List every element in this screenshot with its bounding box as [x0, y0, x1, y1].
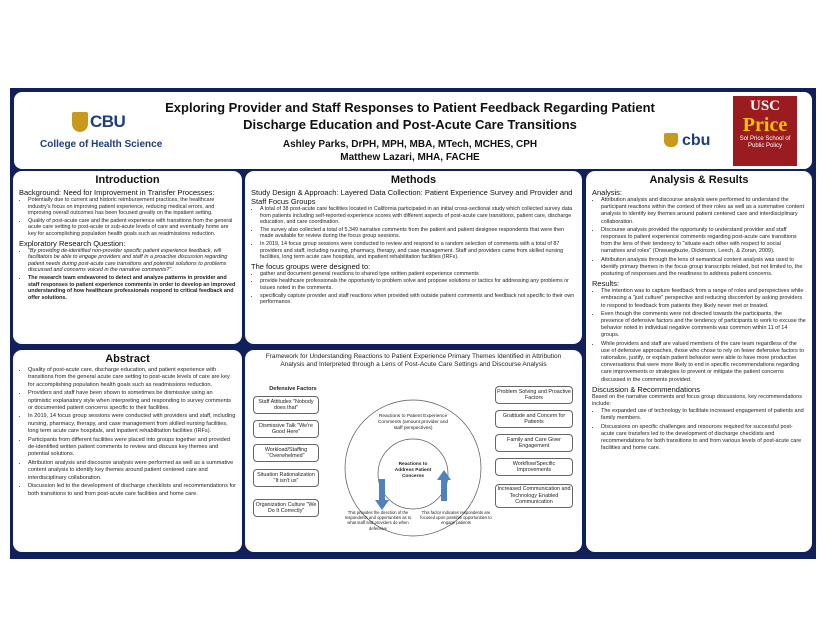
results-item: • While providers and staff are valued members of the care team regardless of the use of defensive approaches, those who chose to rely on fewer defensive factors to rationalize, justify, or explain patient behavior were able to have more productive conversations that were more likely to end in specific recommendations regarding care improvements or strategies to prevent or mitigate the patient concerns discussed in the comments provided. — [601, 341, 806, 384]
background-list — [13, 197, 242, 238]
focus-groups-list — [245, 271, 582, 306]
analysis-item: • Attribution analysis and discourse analysis were performed to understand the participant reactions within the context of their roles as well as a summative content analysis to identify key themes around patient centered care and interdisciplinary collaboration. — [601, 197, 806, 226]
college-name: College of Health Science — [40, 139, 163, 150]
abstract-item: • Providers and staff have been shown to sometimes be dismissive using an optimistic explanatory style when interpreting and responding to survey comments or documented patient concerns specific to their facilities. — [28, 390, 236, 412]
abstract-item: • Quality of post-acute care, discharge education, and patient experience with transitions from the general acute care setting to post-acute levels of care are key for accomplishing population health goals such as readmissions reduction. — [28, 367, 236, 389]
methods-heading: Methods — [390, 174, 437, 186]
research-question-title: Exploratory Research Question: — [19, 238, 126, 248]
analysis-item: • Discourse analysis provided the opportunity to understand provider and staff responses to patient experience comments regarding post-acute care transitions from the lens of their tendency to "situate each other with respect to social narratives and roles" (Onwuegbuzie, Dickinson, Leech, & Zoran, 2009). — [601, 227, 806, 256]
discussion-item: • The expanded use of technology to facilitate increased engagement of patients and family members. — [601, 408, 806, 422]
author-2: Matthew Lazari, MHA, FACHE — [340, 152, 480, 163]
author-1: Ashley Parks, DrPH, MPH, MBA, MTech, MCHES, CPH — [282, 139, 538, 150]
analysis-item: • Attribution analysis through the lens of semantical content analysis was used to identify primary themes in the focus group transcripts related, but not limited to, the posturing of responses and the readiness to address patient concerns. — [601, 257, 806, 279]
center-top-text: Reactions to Patient Experience Comments (amount provider and staff perspectives) — [377, 414, 449, 431]
methods-item: • In 2019, 14 focus group sessions were conducted to review and respond to a random selection of comments with a total of 87 providers and staff, including nursing, pharmacy, therapy, and case management. Staff and providers came from skilled nursing facilities, long term acute care hospitals, and inpatient rehabilitation facilities (IRFs). — [260, 241, 576, 261]
discussion-item: • Discussions on specific challenges and resources required for successful post-acute care transfers led to the development of discharge checklists and recommendations for both transitions to and from various levels of post-acute care facilities and home care. — [601, 424, 806, 453]
left-factor-box: Organization Culture "We Do It Correctly" — [253, 499, 319, 517]
left-factor-box: Staff Attitudes "Nobody does that" — [253, 396, 319, 414]
focus-group-item: • provide healthcare professionals the opportunity to problem solve and propose solutions or tactics for addressing any problems or issues noted in the comments. — [260, 278, 576, 291]
research-question-item: • "By providing de-identified non-provider specific patient experience feedback, will facilitators be able to engage providers and staff in a proactive discussion regarding patient needs during post-acute care transitions and potential solutions to problems discussed and concerns voiced in the narrative comments?". — [28, 248, 236, 274]
results-item: • The intention was to capture feedback from a range of roles and perspectives while embracing a "just culture" perspective and reducing discomfort by asking providers to respond to feedback from patients they likely never met or treated. — [601, 288, 806, 310]
abstract-panel — [13, 350, 242, 552]
framework-title: Framework for Understanding Reactions to Patient Experience Primary Themes Identified in Attribution Analysis and Interpreted through a Lens of Post-Acute Care Settings and Discourse Analysis — [265, 353, 562, 368]
introduction-heading: Introduction — [95, 174, 160, 186]
analysis-results-heading: Analysis & Results — [649, 174, 749, 186]
abstract-heading: Abstract — [105, 353, 150, 365]
right-factor-box: Problem Solving and Proactive Factors — [495, 386, 573, 404]
research-question-item: • The research team endeavored to detect and analyze patterns in provider and staff responses to patient experience comments in order to develop an improved understanding of how healthcare professionals respond to critical feedback and offer solutions. — [28, 275, 236, 301]
background-item: • Quality of post-acute care and the patient experience with transitions from the general acute care setting to post-acute or sub-acute levels of care and eventually home are key for accomplishing population health goals such as readmissions reduction. — [28, 218, 236, 238]
usc-text: USC — [749, 98, 780, 114]
analysis-title: Analysis: — [592, 188, 623, 197]
center-mid-text: Reactions to Address Patient Concerns — [394, 462, 432, 479]
cbu-mark-icon — [664, 133, 678, 147]
abstract-item: • Attribution analysis and discourse analysis were performed as well as a summative content analysis to identify key themes around patient centered care and interdisciplinary collaboration. — [28, 460, 236, 482]
methods-list — [245, 206, 582, 261]
research-question-list — [13, 248, 242, 302]
focus-groups-title: The focus groups were designed to: — [251, 261, 371, 271]
analysis-results-panel — [586, 171, 812, 552]
abstract-item: • In 2019, 14 focus group sessions were conducted with providers and staff, including nursing, pharmacy, therapy, and case management from skilled nursing facilities, long term acute care hospitals, and inpatient rehabilitation facilities (IRFs). — [28, 413, 236, 435]
arrow-right-head-icon — [437, 470, 451, 480]
framework-diagram-panel — [245, 350, 582, 552]
bottom-left-note: This provides the direction of the respondents and opportunities as to what staff and providers do when defensive — [344, 510, 412, 531]
methods-item: • The survey also collected a total of 5,349 narrative comments from the patient and patient designee respondents that were then made available for review during the focus group sessions. — [260, 227, 576, 240]
price-text: Price — [742, 114, 788, 136]
cbu-logo-small — [664, 132, 710, 150]
cbu-logo-text: CBU — [90, 112, 126, 131]
defensive-factors-label: Defensive Factors — [269, 386, 317, 392]
arrow-left-shaft — [379, 479, 385, 501]
right-factor-box: Increased Communication and Technology Enabled Communication — [495, 484, 573, 508]
authors — [210, 138, 610, 164]
arrow-right-shaft — [441, 479, 447, 501]
abstract-list — [13, 367, 242, 498]
poster-title: Exploring Provider and Staff Responses to Patient Feedback Regarding Patient Discharge Education and Post-Acute Care Transitions — [165, 100, 655, 132]
cbu-logo — [72, 112, 132, 134]
right-factor-box: Workflow/Specific Improvements — [495, 458, 573, 476]
right-factor-box: Gratitude and Concern for Patients — [495, 410, 573, 428]
right-factor-box: Family and Care Giver Engagement — [495, 434, 573, 452]
results-title: Results: — [592, 279, 620, 289]
usc-price-logo — [733, 96, 797, 166]
study-design-title: Study Design & Approach: Layered Data Collection: Patient Experience Survey and Provider and Staff Focus Groups — [251, 188, 573, 206]
methods-item: • A total of 38 post-acute care facilities located in California participated in an initial cross-sectional study which collected survey data from patients including self-reported experience scores with different aspects of post-acute care transitions, patient care, discharge education, and care coordination. — [260, 206, 576, 226]
methods-panel — [245, 171, 582, 344]
cbu-shield-icon — [72, 112, 88, 132]
left-factor-box: Situation Rationalization "It isn't us" — [253, 469, 319, 487]
focus-group-item: • specifically capture provider and staff reactions when provided with outside patient comments and feedback not specific to their own performance. — [260, 293, 576, 306]
discussion-intro: Based on the narrative comments and focus group discussions, key recommendations include: — [592, 393, 803, 408]
introduction-panel — [13, 171, 242, 344]
discussion-list — [586, 408, 812, 452]
left-factor-box: Workload/Staffing "Overwhelmed" — [253, 444, 319, 462]
price-school-text: Sol Price School of Public Policy — [739, 136, 791, 149]
discussion-title: Discussion & Recommendations — [592, 384, 700, 394]
bottom-right-note: This factor indicates respondents are focused upon possible opportunities to engage patients — [420, 510, 492, 526]
analysis-list — [586, 197, 812, 278]
abstract-item: • Discussion led to the development of discharge checklists and recommendations for both transitions to and from post-acute care facilities and home care. — [28, 483, 236, 498]
focus-group-item: • gather and document general reactions to shared type written patient experience comments — [260, 271, 576, 278]
abstract-item: • Participants from different facilities were placed into groups together and provided de-identified written patient comments to review and discuss key themes and potential solutions. — [28, 437, 236, 459]
background-title: Background: Need for Improvement in Transfer Processes: — [19, 188, 215, 197]
cbu-logo-small-text: cbu — [682, 132, 711, 149]
left-factor-box: Dismissive Talk "We're Good Here" — [253, 420, 319, 438]
arrow-left-head-icon — [375, 500, 389, 510]
results-item: • Even though the comments were not directed towards the participants, the presence of defensive factors and the tendency of participants to work to excuse the behavior noted in individual negative comments was common within 11 of 14 groups. — [601, 311, 806, 340]
background-item: • Potentially due to current and historic reimbursement practices, the healthcare industry's focus on improving patient experience, reducing medical errors, and improving overall outcomes has been focused greatly on the inpatient setting. — [28, 197, 236, 217]
results-list — [586, 288, 812, 384]
